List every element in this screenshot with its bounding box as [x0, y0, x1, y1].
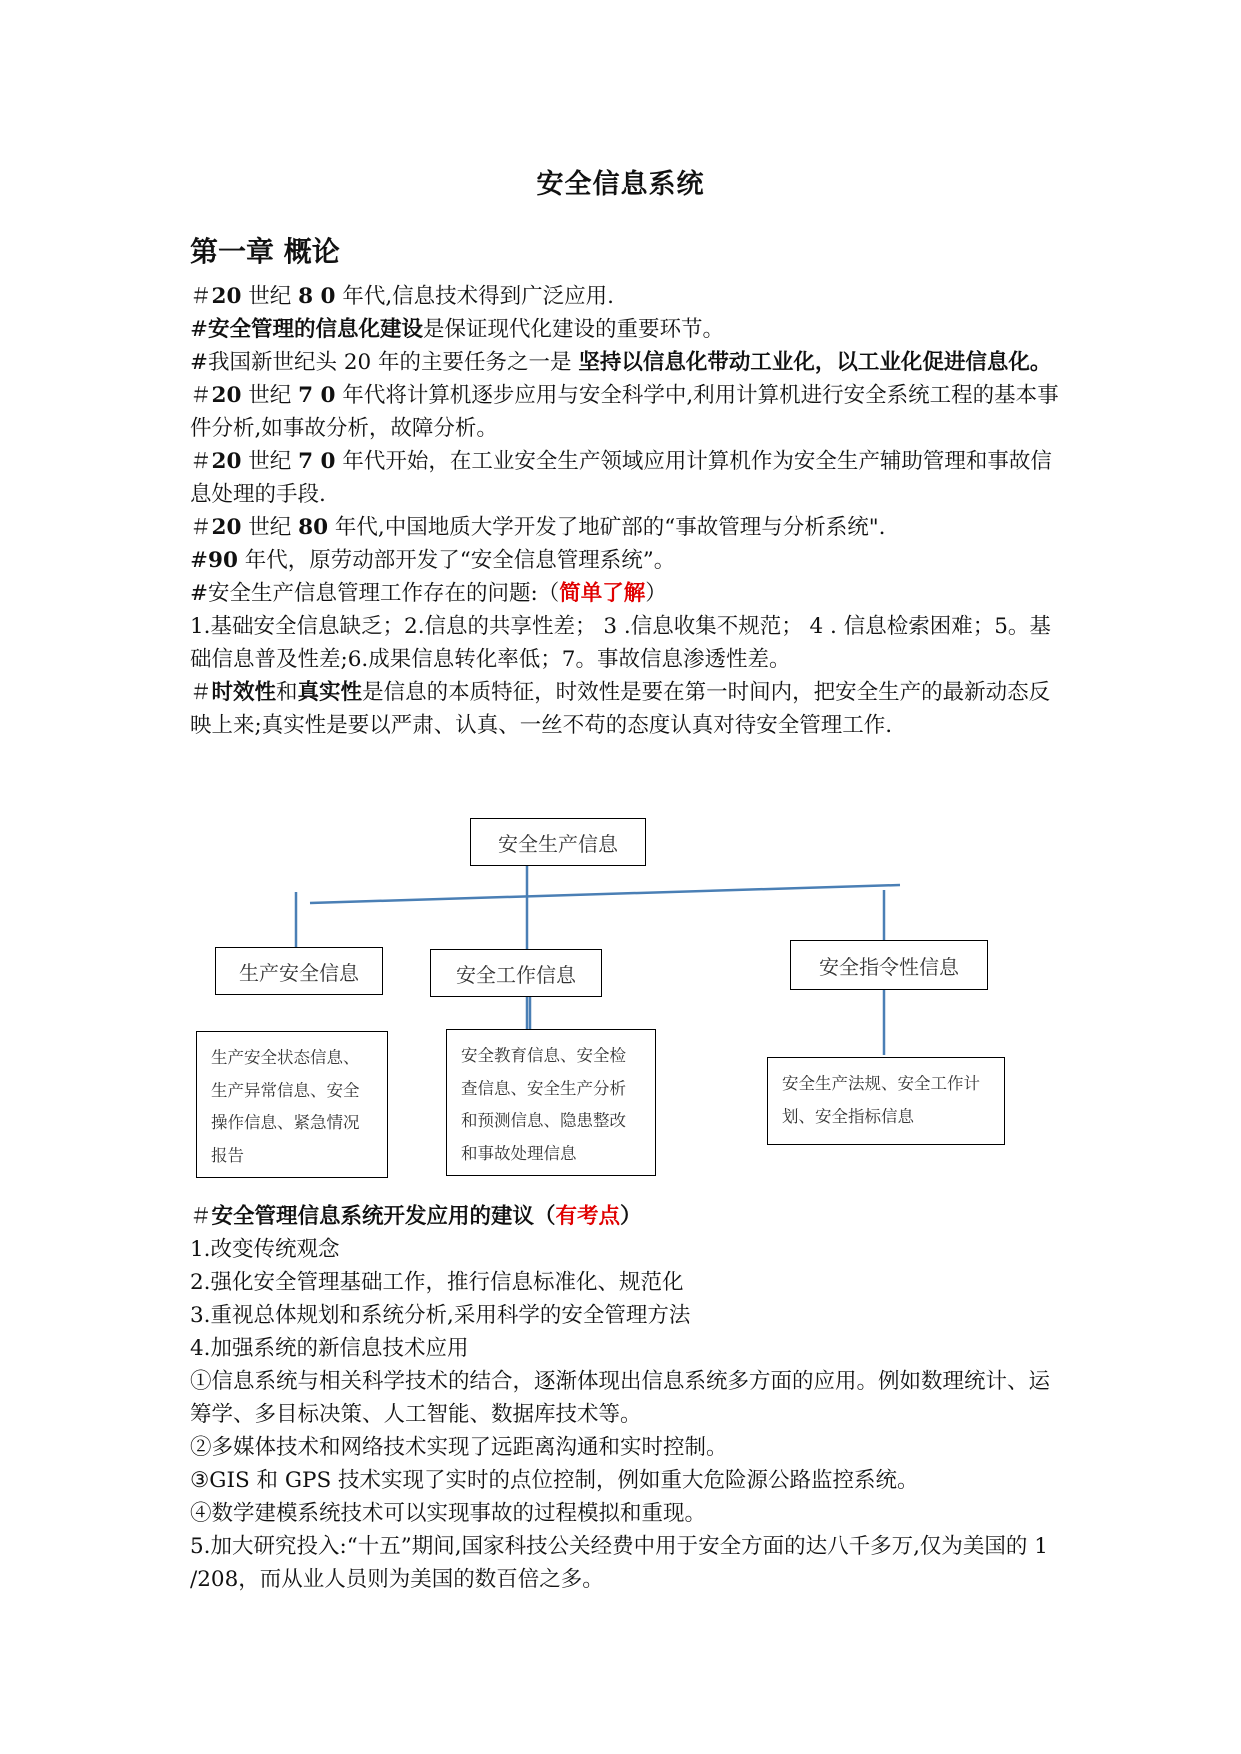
branch-box-safety-directive: 安全指令性信息: [790, 940, 988, 990]
advice-section: [190, 1200, 1060, 1596]
document-title: 安全信息系统: [536, 169, 705, 200]
paragraph: ＃20 世纪 7 0 年代开始，在工业安全生产领域应用计算机作为安全生产辅助管理和事故信息处理的手段.: [190, 449, 1052, 507]
detail-box-safety-directive: 安全生产法规、安全工作计划、安全指标信息: [767, 1057, 1005, 1145]
diagram-root-box: 安全生产信息: [470, 818, 646, 866]
paragraph: #安全管理的信息化建设是保证现代化建设的重要环节。: [190, 317, 725, 342]
paragraph: #我国新世纪头 20 年的主要任务之一是 坚持以信息化带动工业化，以工业化促进信息化。: [190, 350, 1052, 375]
branch-box-production-safety: 生产安全信息: [215, 947, 383, 995]
list-item: ④数学建模系统技术可以实现事故的过程模拟和重现。: [190, 1501, 707, 1526]
detail-box-safety-work: 安全教育信息、安全检查信息、安全生产分析和预测信息、隐患整改和事故处理信息: [446, 1029, 656, 1176]
chapter-heading: 第一章 概论: [190, 235, 340, 268]
list-item: 4.加强系统的新信息技术应用: [190, 1336, 469, 1361]
paragraph: #90 年代，原劳动部开发了“安全信息管理系统”。: [190, 548, 676, 573]
branch-box-safety-work: 安全工作信息: [430, 949, 602, 997]
list-item: ③GIS 和 GPS 技术实现了实时的点位控制，例如重大危险源公路监控系统。: [190, 1468, 919, 1493]
list-item: ①信息系统与相关科学技术的结合，逐渐体现出信息系统多方面的应用。例如数理统计、运筹学、多目标决策、人工智能、数据库技术等。: [190, 1369, 1051, 1427]
section-heading: ＃安全管理信息系统开发应用的建议（有考点）: [190, 1204, 642, 1229]
list-item: 5.加大研究投入:“十五”期间,国家科技公关经费中用于安全方面的达八千多万,仅为美国的 1 /208，而从业人员则为美国的数百倍之多。: [190, 1534, 1048, 1592]
list-item: 3.重视总体规划和系统分析,采用科学的安全管理方法: [190, 1303, 691, 1328]
list-item: 1.改变传统观念: [190, 1237, 340, 1262]
paragraph: ＃20 世纪 80 年代,中国地质大学开发了地矿部的“事故管理与分析系统".: [190, 515, 886, 540]
detail-box-production-safety: 生产安全状态信息、生产异常信息、安全操作信息、紧急情况报告: [196, 1031, 388, 1178]
list-item: 2.强化安全管理基础工作，推行信息标准化、规范化: [190, 1270, 684, 1295]
paragraph: 1.基础安全信息缺乏；2.信息的共享性差； 3 .信息收集不规范； 4 . 信息检索困难；5。基础信息普及性差;6.成果信息转化率低；7。事故信息渗透性差。: [190, 614, 1051, 672]
paragraph: ＃20 世纪 7 0 年代将计算机逐步应用与安全科学中,利用计算机进行安全系统工程的基本事件分析,如事故分析，故障分析。: [190, 383, 1059, 441]
paragraph: ＃时效性和真实性是信息的本质特征，时效性是要在第一时间内，把安全生产的最新动态反映上来;真实性是要以严肃、认真、一丝不苟的态度认真对待安全管理工作.: [190, 680, 1051, 738]
paragraph: ＃20 世纪 8 0 年代,信息技术得到广泛应用.: [190, 284, 615, 309]
paragraph: #安全生产信息管理工作存在的问题:（简单了解）: [190, 581, 667, 606]
list-item: ②多媒体技术和网络技术实现了远距离沟通和实时控制。: [190, 1435, 728, 1460]
